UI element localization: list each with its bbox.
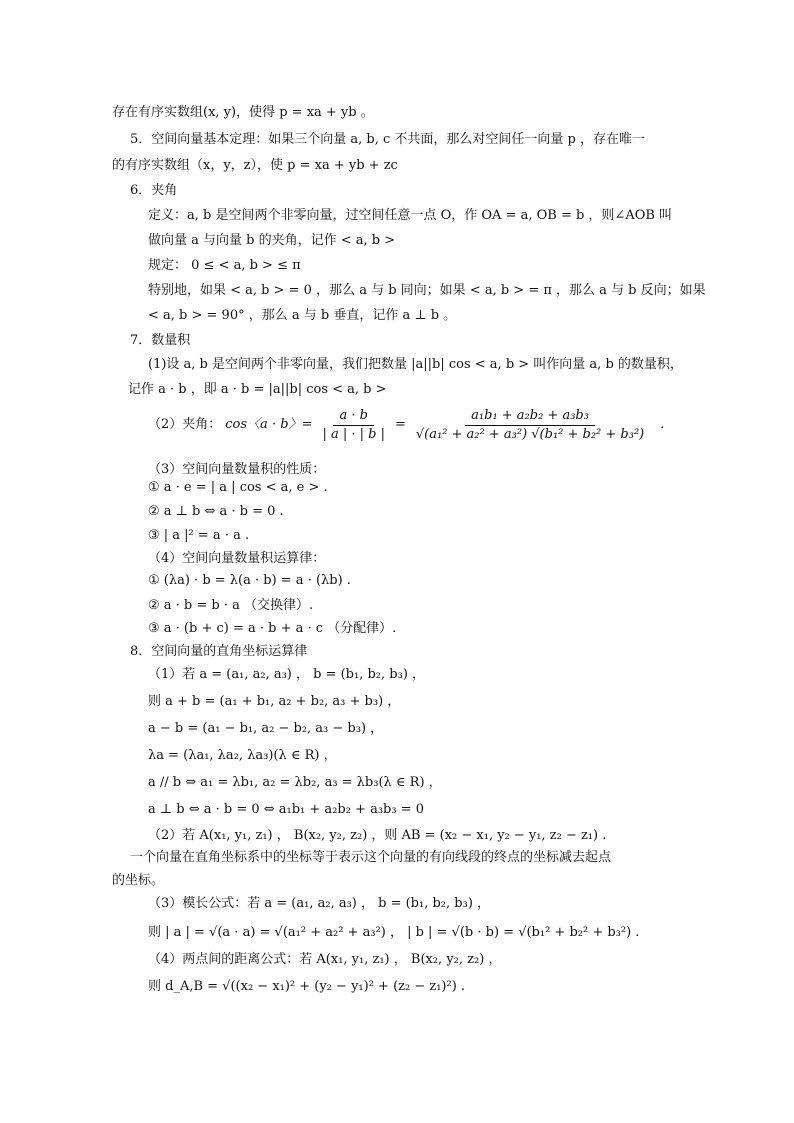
text-line: 的坐标。 xyxy=(112,873,165,888)
text-line: （3）模长公式：若 a = (a₁, a₂, a₃) ， b = (b₁, b₂, b₃) ， xyxy=(148,896,491,911)
text-line: ② a ⊥ b ⇔ a · b = 0 . xyxy=(148,504,284,519)
formula-angle xyxy=(148,408,664,442)
text-line: < a, b > = 90° ，那么 a 与 b 垂直，记作 a ⊥ b 。 xyxy=(148,308,457,323)
formula-fraction-1 xyxy=(316,408,391,443)
fraction-2-denominator: √(a₁² + a₂² + a₃²) √(b₁² + b₂² + b₃²) xyxy=(415,426,645,442)
text-line: 特别地，如果 < a, b > = 0 ，那么 a 与 b 同向；如果 < a, b > = π ，那么 a 与 b 反向；如果 xyxy=(148,283,706,298)
text-line: （1）若 a = (a₁, a₂, a₃) ， b = (b₁, b₂, b₃) ， xyxy=(148,667,426,682)
text-line: 则 d_A,B = √((x₂ − x₁)² + (y₂ − y₁)² + (z₂ − z₁)²) . xyxy=(148,979,466,994)
text-line: ② a · b = b · a （交换律）. xyxy=(148,598,314,613)
text-line: 一个向量在直角坐标系中的坐标等于表示这个向量的有向线段的终点的坐标减去起点 xyxy=(130,850,612,865)
text-line: 5．空间向量基本定理：如果三个向量 a, b, c 不共面，那么对空间任一向量 p ，存在唯一 xyxy=(130,132,646,147)
formula-end: . xyxy=(660,417,665,432)
text-line: 7．数量积 xyxy=(130,333,191,348)
text-line: ③ a · (b + c) = a · b + a · c （分配律）. xyxy=(148,621,397,636)
text-line: （4）两点间的距离公式：若 A(x₁, y₁, z₁) ， B(x₂, y₂, z₂) ， xyxy=(148,952,502,967)
text-line: λa = (λa₁, λa₂, λa₃)(λ ∈ R) ， xyxy=(148,748,337,763)
text-line: 8．空间向量的直角坐标运算律 xyxy=(130,644,308,659)
text-line: a // b ⇔ a₁ = λb₁, a₂ = λb₂, a₃ = λb₃(λ ∈ R) ， xyxy=(148,775,442,790)
formula-label: （2）夹角： xyxy=(148,417,222,432)
text-line: （3）空间向量数量积的性质： xyxy=(148,462,326,477)
text-line: 则 | a | = √(a · a) = √(a₁² + a₂² + a₃²) ， | b | = √(b · b) = √(b₁² + b₂² + b₃²) . xyxy=(148,925,640,940)
text-line: （2）若 A(x₁, y₁, z₁) ， B(x₂, y₂, z₂) ，则 AB = (x₂ − x₁, y₂ − y₁, z₂ − z₁) . xyxy=(148,828,607,843)
text-line: 6．夹角 xyxy=(130,183,178,198)
text-line: a ⊥ b ⇔ a · b = 0 ⇔ a₁b₁ + a₂b₂ + a₃b₃ = 0 xyxy=(148,802,425,817)
text-line: ① (λa) · b = λ(a · b) = a · (λb) . xyxy=(148,573,351,588)
text-line: 定义：a, b 是空间两个非零向量，过空间任意一点 O，作 OA = a, OB = b ，则∠AOB 叫 xyxy=(148,208,673,223)
text-line: a − b = (a₁ − b₁, a₂ − b₂, a₃ − b₃) ， xyxy=(148,721,384,736)
formula-lhs: cos〈a · b〉= xyxy=(225,417,313,432)
text-line: 则 a + b = (a₁ + b₁, a₂ + b₂, a₃ + b₃) ， xyxy=(148,694,401,709)
formula-equals: = xyxy=(394,417,406,432)
text-line: （4）空间向量数量积运算律： xyxy=(148,551,326,566)
text-line: 的有序实数组（x，y，z），使 p = xa + yb + zc xyxy=(112,158,398,173)
fraction-1-denominator: | a | · | b | xyxy=(322,426,385,442)
fraction-2-numerator: a₁b₁ + a₂b₂ + a₃b₃ xyxy=(465,408,595,426)
text-line: 做向量 a 与向量 b 的夹角，记作 < a, b > xyxy=(148,233,396,248)
text-line: 存在有序实数组(x, y)，使得 p = xa + yb 。 xyxy=(112,105,374,120)
formula-fraction-2 xyxy=(410,408,650,443)
text-line: (1)设 a, b 是空间两个非零向量，我们把数量 |a||b| cos < a, b > 叫作向量 a, b 的数量积， xyxy=(148,357,683,372)
text-line: 规定： 0 ≤ < a, b > ≤ π xyxy=(148,258,301,273)
text-line: ③ | a |² = a · a . xyxy=(148,528,250,543)
fraction-1-numerator: a · b xyxy=(333,408,373,426)
text-line: 记作 a · b ，即 a · b = |a||b| cos < a, b > xyxy=(128,382,387,397)
text-line: ① a · e = | a | cos < a, e > . xyxy=(148,480,328,495)
